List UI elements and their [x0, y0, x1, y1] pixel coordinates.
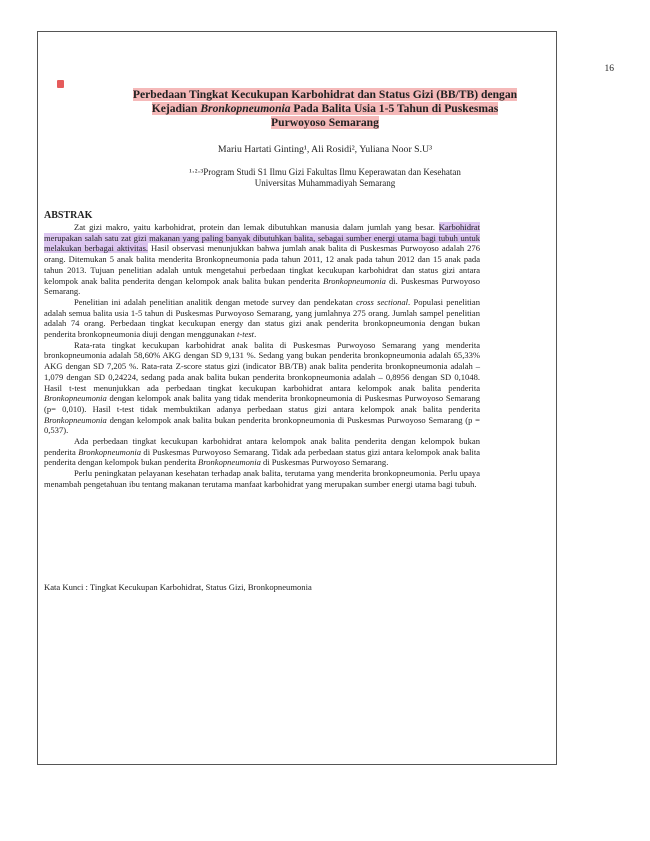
- highlighted-sentence[interactable]: Karbohidrat merupakan salah satu zat gizi makanan yang paling banyak dibutuhkan balita, sebagai sumber energi utama bagi tubuh untuk melakukan berbagai aktivitas.: [44, 222, 480, 254]
- p1-text-a: Zat gizi makro, yaitu karbohidrat, protein dan lemak dibutuhkan manusia dalam jumlah yang besar.: [74, 222, 439, 232]
- title-line-1: Perbedaan Tingkat Kecukupan Karbohidrat dan Status Gizi (BB/TB) dengan: [132, 88, 518, 101]
- affiliation-line-1: ¹·²·³Program Studi S1 Ilmu Gizi Fakultas Ilmu Keperawatan dan Kesehatan: [189, 167, 461, 177]
- author-list: Mariu Hartati Ginting¹, Ali Rosidi², Yuliana Noor S.U³: [217, 144, 433, 155]
- p4-text-c: di Puskesmas Purwoyoso Semarang.: [260, 457, 389, 468]
- title-italic-term: Bronkopneumonia: [200, 102, 291, 115]
- abstract-paragraph-2: [44, 297, 480, 340]
- keywords: Kata Kunci : Tingkat Kecukupan Karbohidrat, Status Gizi, Bronkopneumonia: [44, 582, 312, 592]
- p2-italic-2: t-test: [236, 329, 255, 340]
- abstract-paragraph-3: [44, 340, 480, 436]
- p3-text-b: dengan kelompok anak balita yang tidak menderita bronkopneumonia di Puskesmas Purwoyoso Semarang (p= 0,010). Hasil t-test tidak membuktikan adanya perbedaan status gizi antara kelompok anak balita penderita: [44, 393, 480, 414]
- abstract-paragraph-4: [44, 436, 480, 468]
- title-line-2: [152, 102, 499, 115]
- abstract-heading: ABSTRAK: [44, 210, 93, 221]
- title-line-2-end: Pada Balita Usia 1-5 Tahun di Puskesmas: [290, 102, 499, 115]
- title-line-2-start: Kejadian: [151, 102, 201, 115]
- affiliation: [0, 167, 650, 189]
- p1-italic: Bronkopneumonia: [323, 275, 386, 286]
- p4-text-b: di Puskesmas Purwoyoso Semarang. Tidak ada perbedaan status gizi antara kelompok anak balita penderita dengan kelompok bukan penderita: [44, 446, 481, 468]
- p2-italic: cross sectional: [356, 296, 409, 307]
- p1-text-c: di. Puskesmas Purwoyoso Semarang.: [44, 275, 480, 297]
- affiliation-line-2: Universitas Muhammadiyah Semarang: [254, 178, 396, 188]
- p1-text-b: Hasil observasi menunjukkan bahwa jumlah anak balita di Puskesmas Purwoyoso adalah 276 orang. Ditemukan 5 anak balita menderita Bronkopneumonia pada tahun 2011, 12 anak pada tahun 2012 dan 15 anak pada tahun 2013. Tujuan penelitian adalah untuk mengetahui perbedaan tingkat kecukupan karbohidrat dan status gizi antara kelompok anak balita penderita dengan kelompok anak balita bukan penderita: [44, 243, 480, 286]
- p2-text-c: .: [254, 329, 257, 340]
- p3-italic-2: Bronkopneumonia: [44, 414, 107, 425]
- p2-text-b: . Populasi penelitian adalah semua balita usia 1-5 tahun di Puskesmas Purwoyoso Semarang, yang jumlahnya 275 orang. Jumlah sampel penelitian adalah 74 orang. Perbedaan tingkat kecukupan energy dan status gizi anak penderita bronkopneumonia dengan bukan penderita bronkopneumonia diuji dengan menggunakan: [44, 296, 480, 340]
- page-number: 16: [604, 64, 614, 74]
- p4-italic: Bronkopneumonia: [78, 446, 142, 457]
- title-line-3: Purwoyoso Semarang: [271, 116, 379, 129]
- p3-italic: Bronkopneumonia: [44, 393, 107, 404]
- paper-title: [30, 88, 620, 130]
- p3-text-a: Rata-rata tingkat kecukupan karbohidrat anak balita di Puskesmas Purwoyoso Semarang yang menderita bronkopneumonia adalah 58,60% AKG dengan SD 9,131 %. Sedang yang bukan penderita bronkopneumonia adalah 65,33% AKG dengan SD 7,205 %. Rata-rata Z-score status gizi (indicator BB/TB) anak balita penderita bronkopneumonia adalah – 1,079 dengan SD 0,24224, sedang pada anak balita bukan penderita bronkopneumonia adalah – 0,8956 dengan SD 0,1048. Hasil t-test menunjukkan ada perbedaan tingkat kecukupan karbohidrat antara kelompok anak balita penderita: [44, 339, 480, 393]
- p4-italic-2: Bronkopneumonia: [198, 457, 261, 468]
- abstract-paragraph-1: [44, 222, 480, 297]
- abstract-body: [44, 222, 480, 490]
- p3-text-c: dengan kelompok anak balita bukan penderita bronkopneumonia di Puskesmas Purwoyoso Semarang (p = 0,537).: [44, 414, 480, 436]
- p4-text-a: Ada perbedaan tingkat kecukupan karbohidrat antara kelompok anak balita penderita dengan kelompok bukan penderita: [44, 436, 480, 457]
- abstract-paragraph-5: Perlu peningkatan pelayanan kesehatan terhadap anak balita, terutama yang menderita bronkopneumonia. Perlu upaya menambah pengetahuan ibu tentang makanan terutama manfaat karbohidrat yang merupakan sumber energi utama bagi tubuh.: [44, 468, 480, 489]
- p2-text-a: Penelitian ini adalah penelitian analitik dengan metode survey dan pendekatan: [74, 296, 357, 307]
- comment-note-icon[interactable]: [57, 80, 64, 88]
